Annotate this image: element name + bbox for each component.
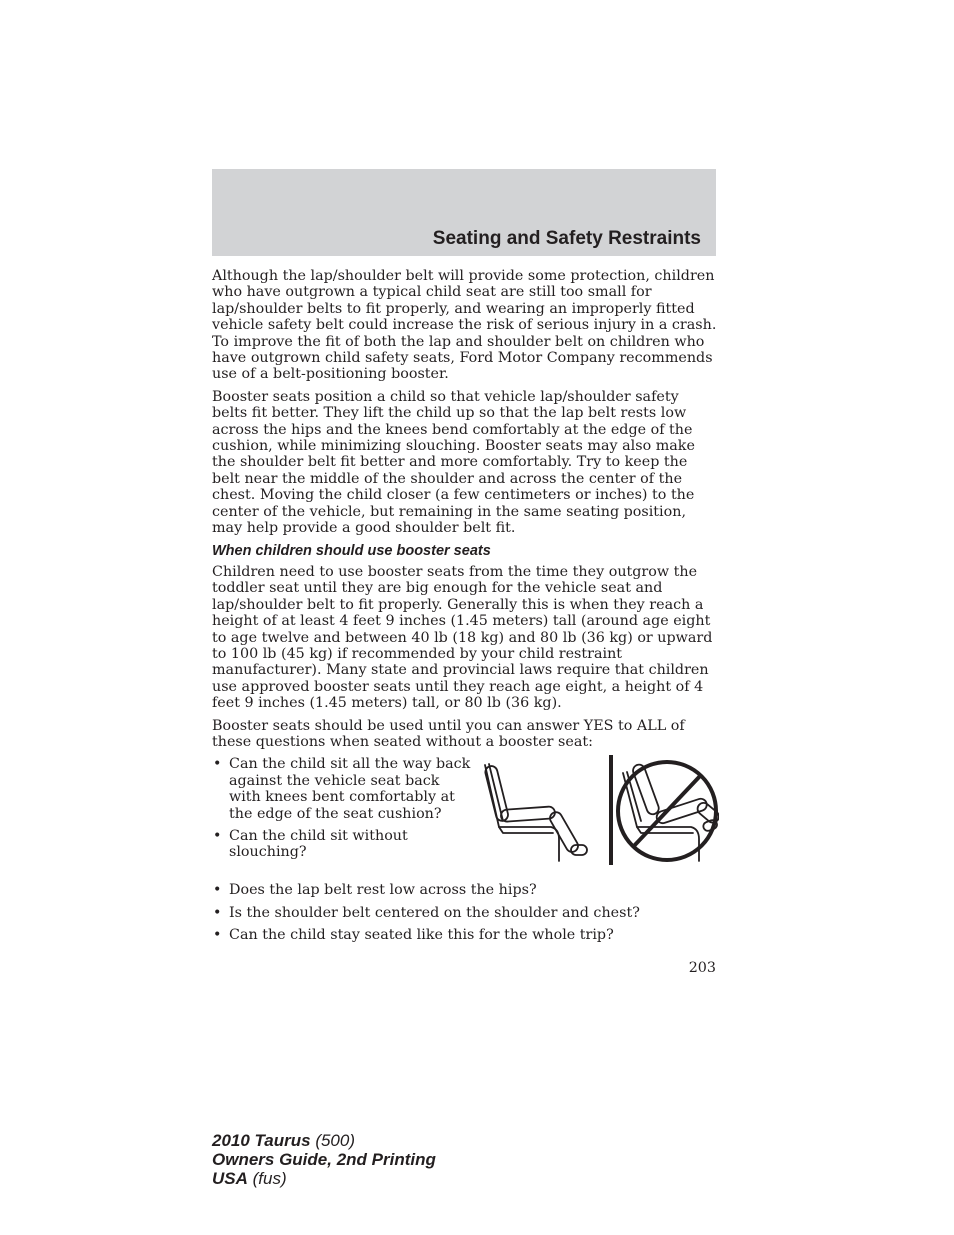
footer-printing: Owners Guide, 2nd Printing [212, 1150, 436, 1169]
bullet-glyph: • [213, 828, 222, 844]
question-list-bottom [212, 882, 718, 943]
footer-line-region [212, 1169, 436, 1188]
divider-bar [609, 755, 613, 865]
document-footer [212, 1131, 436, 1188]
footer-line-model [212, 1131, 436, 1150]
bullet-glyph: • [213, 756, 222, 773]
footer-region: USA [212, 1169, 248, 1188]
page-content [212, 268, 718, 950]
section-header-band [212, 169, 716, 256]
page-number: 203 [688, 960, 716, 976]
list-item-text: Can the child sit without slouching? [229, 828, 408, 861]
footer-model: 2010 Taurus [212, 1131, 311, 1150]
subheading: When children should use booster seats [212, 542, 491, 559]
footer-region-code: (fus) [247, 1169, 287, 1188]
list-item [212, 882, 718, 898]
booster-benefits-paragraph: Booster seats position a child so that vehicle lap/shoulder safety belts fit better. They lift the child up so that the lap belt rests low across the hips and the knees bend comfortably at the edge of the cushion, while minimizing slouching. Booster seats may also make the shoulder belt fit better and more comfortably. Try to keep the belt near the middle of the shoulder and across the center of the chest. Moving the child closer (a few centimeters or inches) to the center of the vehicle, but remaining in the same seating position, may help provide a good shoulder belt fit. [212, 388, 695, 537]
list-item-text: Is the shoulder belt centered on the shoulder and chest? [229, 904, 640, 921]
bullet-glyph: • [213, 927, 222, 944]
booster-seat-illustration [479, 753, 719, 869]
bullet-glyph: • [213, 882, 222, 899]
booster-age-paragraph: Children need to use booster seats from the time they outgrow the toddler seat until they are big enough for the vehicle seat and lap/shoulder belt to fit properly. Generally this is when they reach a height of at least 4 feet 9 inches (1.45 meters) tall (around age eight to age twelve and between 40 lb (18 kg) and 80 lb (36 kg) or upward to 100 lb (45 kg) if recommended by your child restraint manufacturer). Many state and provincial laws require that children use approved booster seats until they reach age eight, a height of 4 feet 9 inches (1.45 meters) tall, or 80 lb (36 kg). [212, 563, 713, 712]
correct-seating-figure [484, 764, 587, 861]
list-item-text: Does the lap belt rest low across the hips? [229, 882, 537, 899]
footer-line-printing [212, 1150, 436, 1169]
figure-row [212, 756, 718, 882]
list-item-text: Can the child stay seated like this for the whole trip? [229, 927, 614, 944]
list-item [212, 756, 474, 822]
bullet-glyph: • [213, 904, 222, 921]
intro-paragraph: Although the lap/shoulder belt will provide some protection, children who have outgrown a typical child seat are still too small for lap/shoulder belts to fit properly, and wearing an improperly fitted vehicle safety belt could increase the risk of serious injury in a crash. To improve the fit of both the lap and shoulder belt on children who have outgrown child safety seats, Ford Motor Company recommends use of a belt-positioning booster. [212, 268, 717, 383]
list-item-text: Can the child sit all the way back against the vehicle seat back with knees bent comfortably at the edge of the seat cushion? [229, 756, 471, 822]
list-item [212, 905, 718, 921]
list-item [212, 927, 718, 943]
footer-model-code: (500) [310, 1131, 356, 1150]
section-title: Seating and Safety Restraints [432, 228, 701, 249]
list-item [212, 828, 474, 861]
questions-intro-paragraph: Booster seats should be used until you can answer YES to ALL of these questions when seated without a booster seat: [212, 717, 685, 750]
question-list-top [212, 756, 474, 860]
